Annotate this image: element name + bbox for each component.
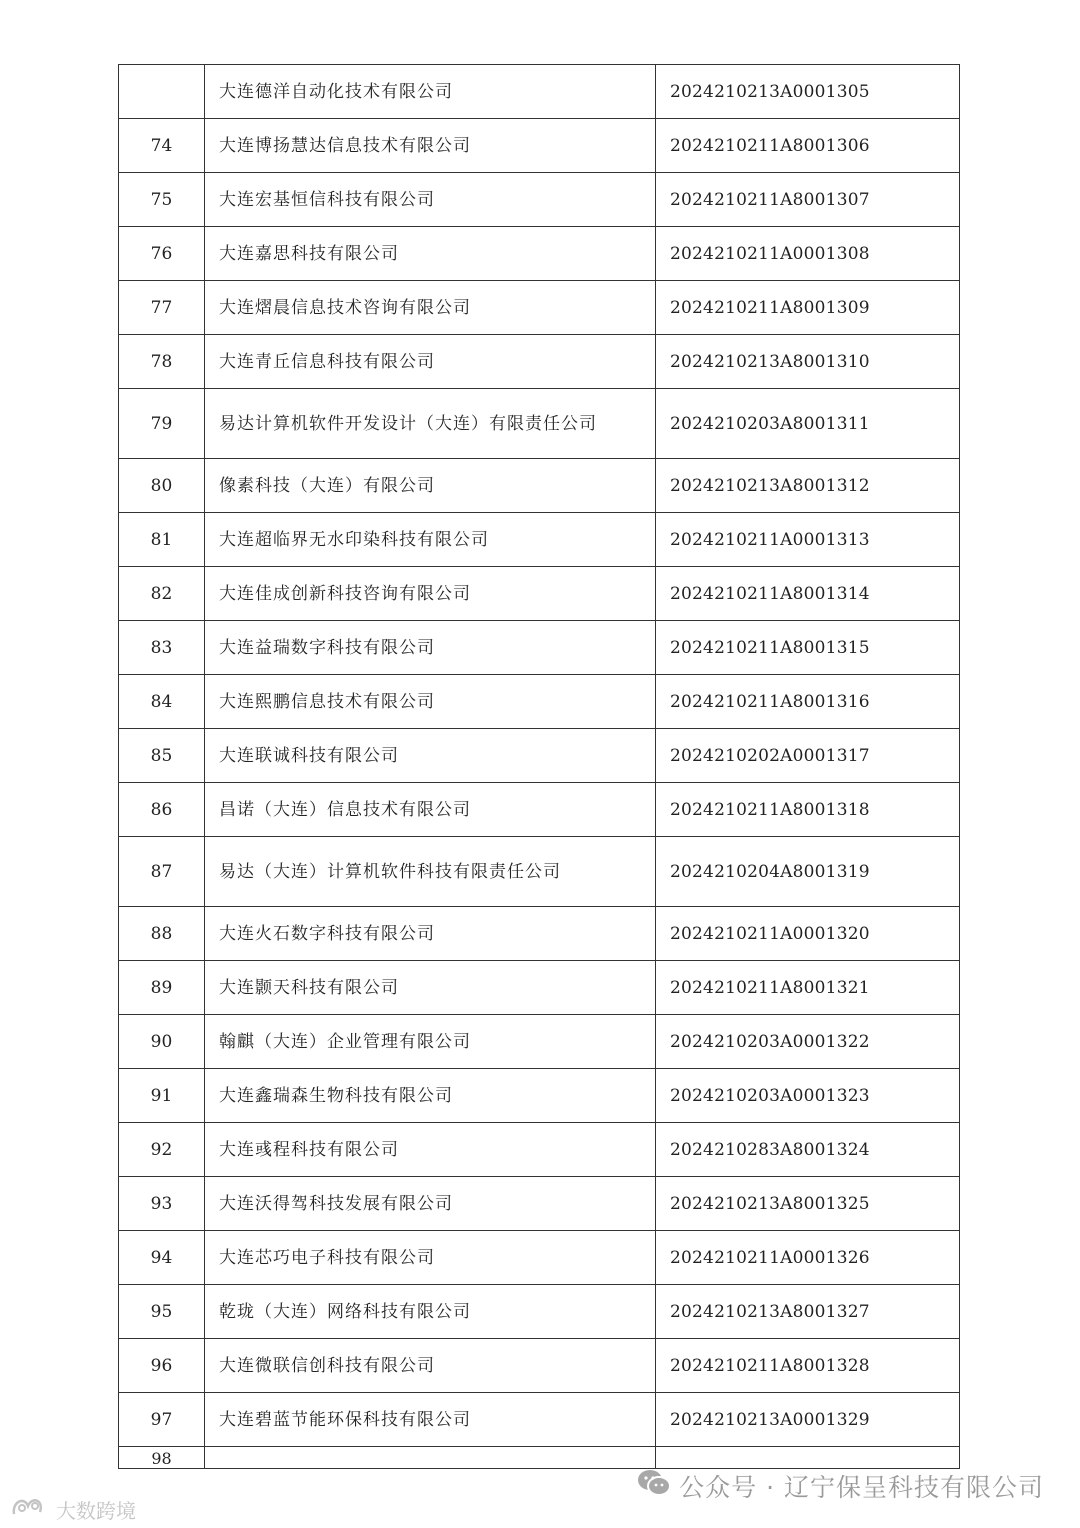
row-number: 87	[119, 837, 205, 907]
table-row	[119, 1177, 960, 1231]
company-name: 昌诺（大连）信息技术有限公司	[205, 783, 656, 837]
table-row	[119, 227, 960, 281]
table-row	[119, 621, 960, 675]
row-number: 75	[119, 173, 205, 227]
company-name: 大连博扬慧达信息技术有限公司	[205, 119, 656, 173]
table-row	[119, 513, 960, 567]
registration-code: 2024210211A0001313	[656, 513, 960, 567]
registration-code: 2024210211A0001320	[656, 907, 960, 961]
company-name: 大连青丘信息科技有限公司	[205, 335, 656, 389]
company-name: 大连芯巧电子科技有限公司	[205, 1231, 656, 1285]
registration-code: 2024210203A8001311	[656, 389, 960, 459]
brand-watermark-text: 大数跨境	[56, 1499, 136, 1523]
company-name: 大连沃得驾科技发展有限公司	[205, 1177, 656, 1231]
company-name: 大连德洋自动化技术有限公司	[205, 65, 656, 119]
row-number: 74	[119, 119, 205, 173]
row-number: 95	[119, 1285, 205, 1339]
company-list-table	[118, 64, 960, 1469]
registration-code: 2024210211A8001309	[656, 281, 960, 335]
company-name: 大连熙鹏信息技术有限公司	[205, 675, 656, 729]
row-number: 81	[119, 513, 205, 567]
table-row	[119, 119, 960, 173]
registration-code: 2024210211A0001308	[656, 227, 960, 281]
table-row	[119, 567, 960, 621]
row-number: 86	[119, 783, 205, 837]
company-name: 易达（大连）计算机软件科技有限责任公司	[205, 837, 656, 907]
row-number: 78	[119, 335, 205, 389]
table-row	[119, 1339, 960, 1393]
company-name: 大连颢天科技有限公司	[205, 961, 656, 1015]
company-name: 像素科技（大连）有限公司	[205, 459, 656, 513]
row-number: 83	[119, 621, 205, 675]
registration-code: 2024210213A0001305	[656, 65, 960, 119]
row-number: 97	[119, 1393, 205, 1447]
table-row	[119, 1285, 960, 1339]
wechat-watermark-text: 公众号 · 辽宁保呈科技有限公司	[679, 1473, 1044, 1502]
registration-code: 2024210203A0001323	[656, 1069, 960, 1123]
wechat-watermark	[637, 1468, 1044, 1504]
table-body	[119, 65, 960, 1469]
row-number: 96	[119, 1339, 205, 1393]
table-row	[119, 907, 960, 961]
row-number: 76	[119, 227, 205, 281]
row-number: 84	[119, 675, 205, 729]
company-name: 大连鑫瑞森生物科技有限公司	[205, 1069, 656, 1123]
row-number: 90	[119, 1015, 205, 1069]
registration-code: 2024210213A8001312	[656, 459, 960, 513]
table-row	[119, 65, 960, 119]
registration-code: 2024210213A8001310	[656, 335, 960, 389]
company-name: 翰麒（大连）企业管理有限公司	[205, 1015, 656, 1069]
company-name: 大连联诚科技有限公司	[205, 729, 656, 783]
row-number: 85	[119, 729, 205, 783]
registration-code: 2024210283A8001324	[656, 1123, 960, 1177]
row-number: 93	[119, 1177, 205, 1231]
table-row	[119, 1447, 960, 1469]
table-row	[119, 1231, 960, 1285]
company-name: 大连熠晨信息技术咨询有限公司	[205, 281, 656, 335]
row-number: 89	[119, 961, 205, 1015]
registration-code: 2024210211A8001328	[656, 1339, 960, 1393]
table-row	[119, 459, 960, 513]
row-number: 88	[119, 907, 205, 961]
row-number: 77	[119, 281, 205, 335]
row-number	[119, 65, 205, 119]
company-name	[205, 1447, 656, 1469]
table-row	[119, 1393, 960, 1447]
registration-code: 2024210213A8001327	[656, 1285, 960, 1339]
table-row	[119, 173, 960, 227]
registration-code: 2024210211A8001318	[656, 783, 960, 837]
company-name: 大连微联信创科技有限公司	[205, 1339, 656, 1393]
registration-code: 2024210211A0001326	[656, 1231, 960, 1285]
company-name: 大连益瑞数字科技有限公司	[205, 621, 656, 675]
registration-code: 2024210211A8001321	[656, 961, 960, 1015]
registration-code: 2024210204A8001319	[656, 837, 960, 907]
company-name: 大连宏基恒信科技有限公司	[205, 173, 656, 227]
table-row	[119, 389, 960, 459]
brand-logo-icon	[10, 1494, 50, 1525]
row-number: 98	[119, 1447, 205, 1469]
company-name: 大连佳成创新科技咨询有限公司	[205, 567, 656, 621]
company-name: 大连火石数字科技有限公司	[205, 907, 656, 961]
table-row	[119, 783, 960, 837]
row-number: 94	[119, 1231, 205, 1285]
registration-code: 2024210203A0001322	[656, 1015, 960, 1069]
row-number: 82	[119, 567, 205, 621]
table-row	[119, 675, 960, 729]
registration-code: 2024210211A8001306	[656, 119, 960, 173]
row-number: 92	[119, 1123, 205, 1177]
registration-code: 2024210211A8001307	[656, 173, 960, 227]
company-name: 乾珑（大连）网络科技有限公司	[205, 1285, 656, 1339]
company-name: 大连超临界无水印染科技有限公司	[205, 513, 656, 567]
table-row	[119, 1123, 960, 1177]
table-row	[119, 1015, 960, 1069]
table-row	[119, 335, 960, 389]
registration-code: 2024210213A8001325	[656, 1177, 960, 1231]
table-row	[119, 281, 960, 335]
registration-code	[656, 1447, 960, 1469]
table-row	[119, 1069, 960, 1123]
company-name: 大连碧蓝节能环保科技有限公司	[205, 1393, 656, 1447]
registration-code: 2024210211A8001314	[656, 567, 960, 621]
registration-code: 2024210211A8001315	[656, 621, 960, 675]
registration-code: 2024210202A0001317	[656, 729, 960, 783]
table-row	[119, 961, 960, 1015]
table-row	[119, 729, 960, 783]
wechat-icon	[637, 1469, 671, 1503]
registration-code: 2024210213A0001329	[656, 1393, 960, 1447]
registration-code: 2024210211A8001316	[656, 675, 960, 729]
brand-watermark	[10, 1494, 136, 1525]
company-name: 大连嘉思科技有限公司	[205, 227, 656, 281]
company-name: 易达计算机软件开发设计（大连）有限责任公司	[205, 389, 656, 459]
row-number: 79	[119, 389, 205, 459]
table-row	[119, 837, 960, 907]
row-number: 91	[119, 1069, 205, 1123]
row-number: 80	[119, 459, 205, 513]
company-name: 大连彧程科技有限公司	[205, 1123, 656, 1177]
